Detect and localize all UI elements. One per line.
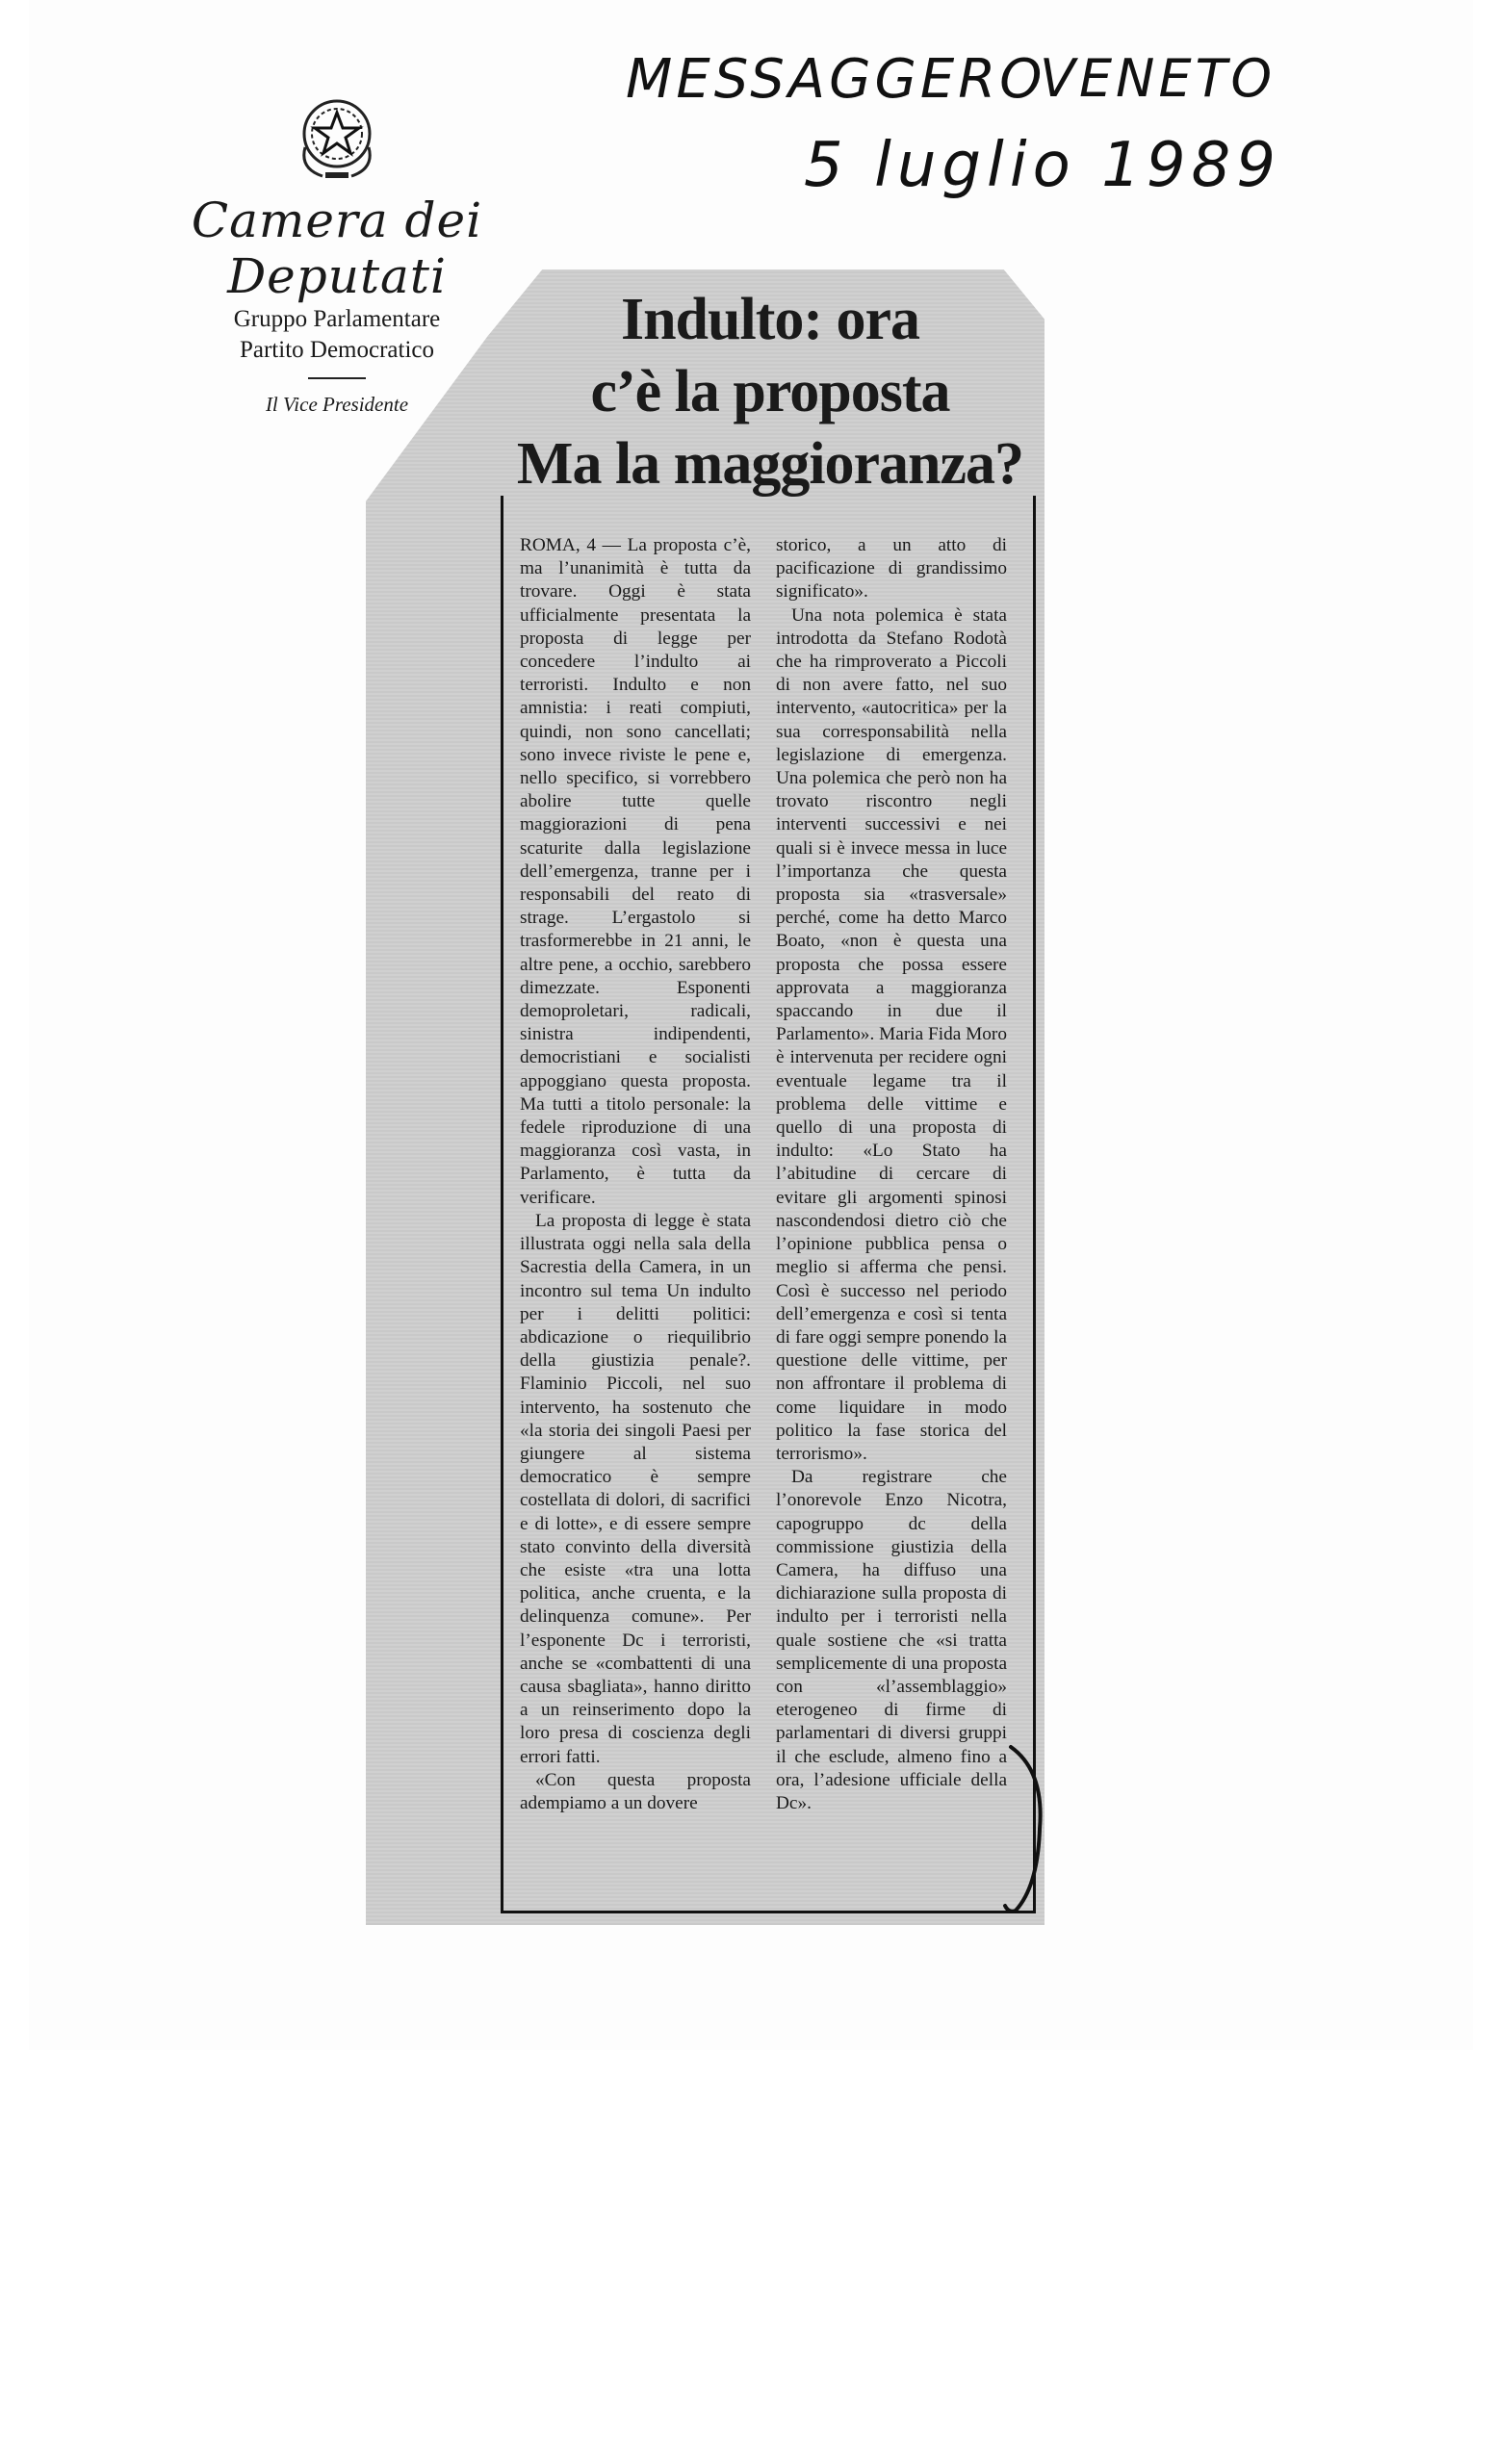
article-paragraph: La proposta di legge è stata illustrata oggi nella sala della Sacrestia della Camera, in un incontro sul tema Un indulto per i delitti politici: abdicazione o riequilibrio della giustizia penale?. Flaminio Piccoli, nel suo intervento, ha sostenuto che «la storia dei singoli Paesi per giungere al sistema democratico è sempre costellata di dolori, di sacrifici e di lotte», e di essere sempre stato convinto della diversità che esiste «tra una lotta politica, anche cruenta, e la delinquenza comune». Per l’esponente Dc i terroristi, anche se «combattenti di una causa sbagliata», hanno diritto a un reinserimento dopo la loro presa di coscienza degli errori fatti. <box>520 1210 751 1767</box>
letterhead-institution: Camera dei Deputati <box>191 192 483 304</box>
article-column-left <box>520 534 751 1815</box>
handwritten-newspaper-name: MESSAGGERO <box>626 48 1046 111</box>
article-paragraph: «Con questa proposta adempiamo a un dovere <box>520 1769 751 1813</box>
handwritten-bracket-mark <box>1001 1742 1059 1915</box>
headline-line-1: Indulto: ora <box>620 287 920 352</box>
article-column-right <box>776 534 1007 1815</box>
handwritten-region: VENETO <box>1040 48 1277 109</box>
article-headline <box>501 284 1040 500</box>
handwritten-date: 5 luglio 1989 <box>804 130 1281 201</box>
article-paragraph: ROMA, 4 — La proposta c’è, ma l’unanimità è tutta da trovare. Oggi è stata ufficialmente presentata la proposta di legge per concedere l’indulto ai terroristi. Indulto e non amnistia: i reati compiuti, quindi, non sono cancellati; sono invece riviste le pene e, nello specifico, si vorrebbero abolire tutte quelle maggiorazioni di pena scaturite dalla legislazione dell’emergenza, tranne per i responsabili del reato di strage. L’ergastolo si trasformerebbe in 21 anni, le altre pene, a occhio, sarebbero dimezzate. Esponenti demoproletari, radicali, sinistra indipendenti, democristiani e socialisti appoggiano questa proposta. Ma tutti a titolo personale: la fedele riproduzione di una maggioranza così vasta, in Parlamento, è tutta da verificare. <box>520 535 751 1208</box>
article-paragraph: Una nota polemica è stata introdotta da Stefano Rodotà che ha rimproverato a Piccoli di non avere fatto, nel suo intervento, «autocritica» per la sua corresponsabilità nella legislazione di emergenza. Una polemica che però non ha trovato riscontro negli interventi successivi e nei quali si è invece messa in luce l’importanza che questa proposta sia «trasversale» perché, come ha detto Marco Boato, «non è questa una proposta che possa essere approvata a maggioranza spaccando in due il Parlamento». Maria Fida Moro è intervenuta per recidere ogni eventuale legame tra il problema delle vittime e quello di una proposta di indulto: «Lo Stato ha l’abitudine di cercare di evitare gli argomenti spinosi nascondendosi dietro ciò che l’opinione pubblica pensa o meglio si afferma che pensi. Così è successo nel periodo dell’emergenza e così si tenta di fare oggi sempre ponendo la questione delle vittime, per non affrontare il problema di come liquidare in modo politico la fase storica del terrorismo». <box>776 604 1007 1464</box>
article-paragraph: Da registrare che l’onorevole Enzo Nicotra, capogruppo dc della commissione giustizia della Camera, ha diffuso una dichiarazione sulla proposta di indulto per i terroristi nella quale sostiene che «si tratta semplicemente di una proposta con «l’assemblaggio» eterogeneo di firme di parlamentari di diversi gruppi il che esclude, almeno fino a ora, l’adesione ufficiale della Dc». <box>776 1467 1007 1813</box>
letterhead-group-line1: Gruppo Parlamentare <box>233 306 441 332</box>
headline-line-2: c’è la proposta <box>590 359 950 424</box>
letterhead-group-line2: Partito Democratico <box>239 337 434 363</box>
headline-line-3: Ma la maggioranza? <box>516 431 1024 497</box>
italian-emblem-icon <box>294 91 380 183</box>
article-paragraph: storico, a un atto di pacificazione di grandissimo significato». <box>776 535 1007 603</box>
letterhead-role: Il Vice Presidente <box>265 393 409 416</box>
letterhead-divider <box>308 377 366 379</box>
